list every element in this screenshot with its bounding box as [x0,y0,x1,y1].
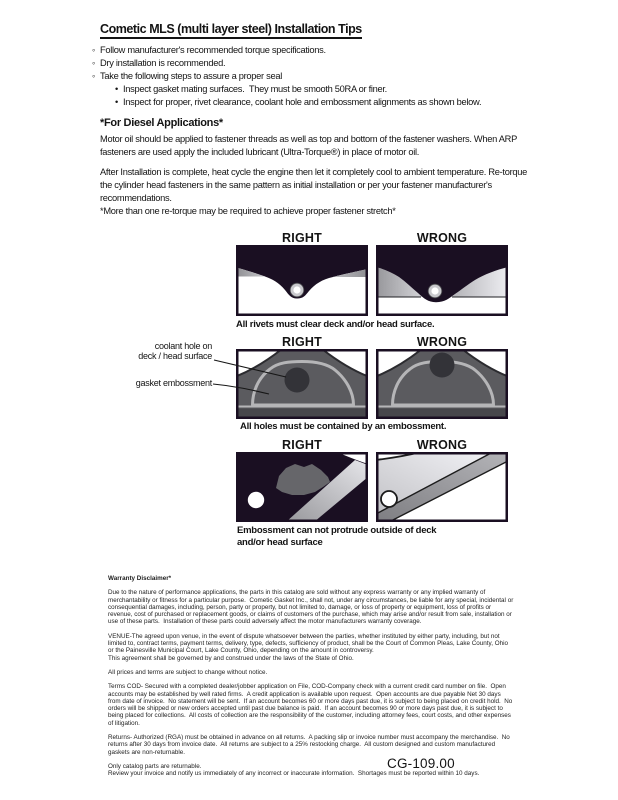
diagram-row-rivets [0,231,618,335]
disclaimer-paragraph-returns: Returns- Authorized (RGA) must be obtained in advance on all returns. A packing slip or invoice number must accompany the merchandise. No returns after 30 days from invoice date. All returns are subject to a 25% restocking charge. All custom designed and custom manufactured gaskets are non-returnable. [108,734,512,756]
disclaimer-paragraph-terms: Terms COD- Secured with a completed dealer/jobber application on File, COD-Company check with a current credit card number on file. Open accounts may be established by well rated firms. A credit application is available upon request. Open accounts are due payable Net 30 days from date of invoice. No statement will be sent. If an account becomes 60 or more days past due, it is subject to being placed on credit hold. No orders will be shipped or new orders accepted until past due balance is paid. If an account becomes 90 or more days past due, it is subject to being placed for collections. All costs of collection are the responsibility of the customer, including attorney fees, court costs, and other expenses of litigation. [108,683,515,727]
retorque-note: *More than one re-torque may be required to achieve proper fastener stretch* [100,206,396,216]
sub-bullet-item: • Inspect for proper, rivet clearance, coolant hole and embossment alignments as shown below. [115,97,482,107]
embossment-right-diagram [236,452,368,522]
disclaimer-paragraph-review: Review your invoice and notify us immediately of any incorrect or inaccurate information. Shortages must be reported within 10 days. [108,770,480,778]
bullet-item: ◦ Dry installation is recommended. [92,58,226,68]
gasket-embossment-label: gasket embossment [135,378,212,388]
diagram-row-embossment [0,438,618,556]
diesel-paragraph-1: Motor oil should be applied to fastener threads as well as top and bottom of the fastener washers. When ARP fasteners are used apply the included lubricant (Ultra-Torque®) in place of motor oil. [100,134,517,158]
page-title: Cometic MLS (multi layer steel) Installation Tips [100,22,362,39]
footer-part-number: CG-109.00 [387,756,455,771]
rivet-wrong-diagram [376,245,508,316]
circle-bullet-icon: ◦ [92,71,95,81]
right-label: RIGHT [282,231,322,245]
wrong-label: WRONG [416,438,468,452]
holes-caption: All holes must be contained by an embossment. [240,421,447,432]
embossment-wrong-diagram [376,452,508,522]
disclaimer-paragraph-warranty: Due to the nature of performance applications, the parts in this catalog are sold without any express warranty or any implied warranty of merchantability or fitness for a particular purpose. Cometic Gasket Inc., shall not, under any circumstances, be liable for any special, incidental or consequential damages, including, person, party or property, but not limited to, damage, or loss of property or equipment, loss of profits or revenue, cost of purchased or replacement goods, or claims of customers of the purchase, which may arise and/or result from sale, installation or use of these parts. Installation of these parts could adversely affect the motor manufacturers warranty coverage. [108,589,516,626]
diesel-heading: *For Diesel Applications* [100,117,223,129]
right-label: RIGHT [282,335,322,349]
coolant-hole-label: coolant hole on deck / head surface [138,341,212,361]
rivets-caption: All rivets must clear deck and/or head surface. [236,319,435,330]
diagram-row-holes [0,335,618,439]
warranty-disclaimer [108,575,514,778]
disclaimer-paragraph-catalog: Only catalog parts are returnable. [108,762,202,770]
right-label: RIGHT [282,438,322,452]
bullet-item: ◦ Follow manufacturer's recommended torque specifications. [92,45,326,55]
holes-wrong-diagram [376,349,508,419]
install-tips-list [92,44,562,109]
holes-right-diagram [236,349,368,419]
wrong-label: WRONG [416,231,468,245]
dot-bullet-icon: • [115,84,118,94]
disclaimer-paragraph-prices: All prices and terms are subject to change without notice. [108,668,268,676]
embossment-caption: Embossment can not protrude outside of deck and/or head surface [237,525,437,548]
bullet-item: ◦ Take the following steps to assure a proper seal [92,71,282,81]
warranty-disclaimer-heading: Warranty Disclaimer* [108,575,172,582]
disclaimer-paragraph-venue2: This agreement shall be governed by and construed under the laws of the State of Ohio. [108,654,354,662]
diesel-paragraph-2: After Installation is complete, heat cycle the engine then let it completely cool to ambient temperature. Re-torque the cylinder head fasteners in the same pattern as initial installation or per your fastener manufacturer's recommendations. [100,167,527,204]
disclaimer-paragraph-venue: VENUE-The agreed upon venue, in the event of dispute whatsoever between the parties, whether instituted by either party, including, but not limited to, contract terms, payment terms, delivery, type, defects, sufficiency of product, shall be the Court of Common Pleas, Lake County, Ohio or the Painesville Municipal Court, Lake County, Ohio, depending on the amount in controversy. [108,632,510,655]
sub-bullet-item: • Inspect gasket mating surfaces. They must be smooth 50RA or finer. [115,84,387,94]
circle-bullet-icon: ◦ [92,58,95,68]
rivet-right-diagram [236,245,368,316]
circle-bullet-icon: ◦ [92,45,95,55]
wrong-label: WRONG [416,335,468,349]
dot-bullet-icon: • [115,97,118,107]
